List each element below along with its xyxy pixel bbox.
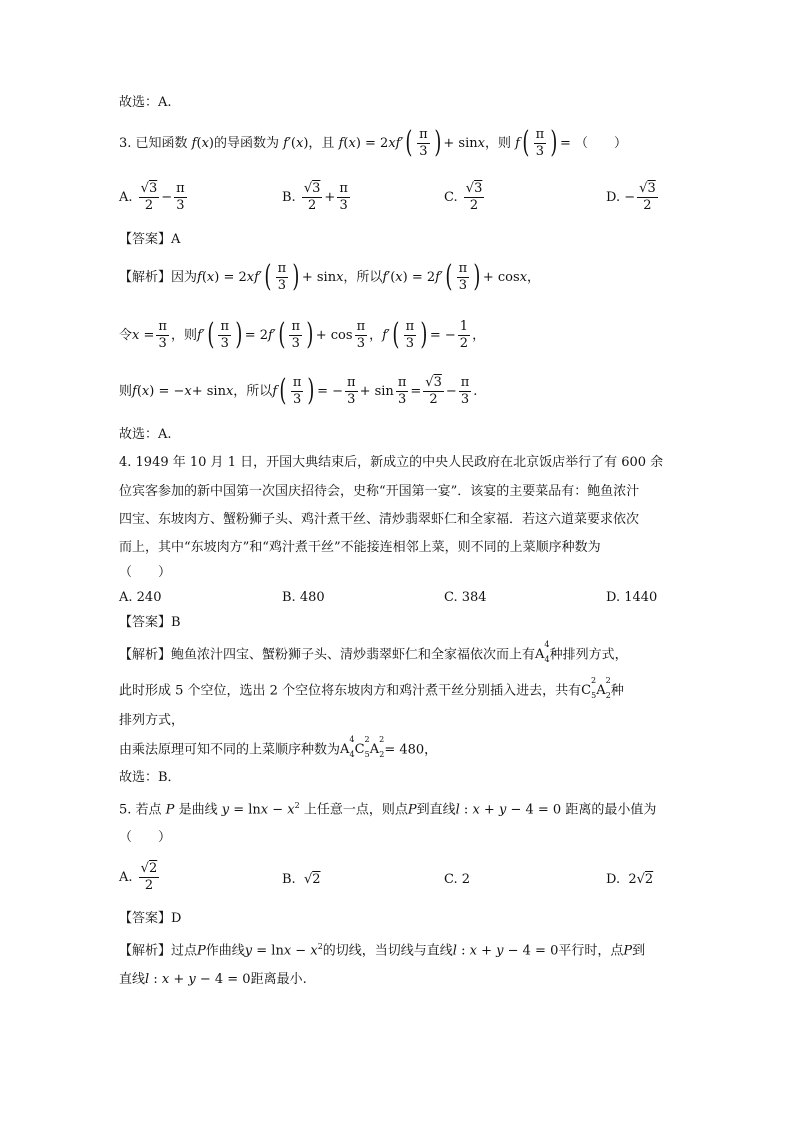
option-label: B. <box>282 872 296 887</box>
explanation-5-line1: 【解析】过点P作曲线$y = \ln x - x^2$的切线，当切线与直线l : x + y − 4 = 0平行时，点P到 <box>119 942 646 959</box>
text: ，则 <box>170 327 197 343</box>
question-5-line1: 5. 若点 P 是曲线 $y = \ln x - x^2$ 上任意一点，则点P到直线l : x + y − 4 = 0 距离的最小值为 <box>119 801 657 818</box>
text: 的导函数为 <box>214 135 280 151</box>
text: 【解析】鲍鱼浓汁四宝、蟹粉狮子头、清炒翡翠虾仁和全家福依次而上有 <box>119 647 536 663</box>
text: 令 <box>119 327 133 343</box>
question-4-line1: 4. 1949 年 10 月 1 日，开国大典结束后，新成立的中央人民政府在北京饭店举行了有 600 余 <box>119 455 664 470</box>
text: ，所以 <box>343 269 383 285</box>
explanation-4-line2: 此时形成 5 个空位，选出 2 个空位将东坡肉方和鸡汁煮干丝分别插入进去，共有$C^2_5A^2_2$种 <box>119 676 624 700</box>
option-label: D. <box>606 872 621 887</box>
option-c: C. 384 <box>444 590 487 605</box>
text: ，则 <box>484 135 511 151</box>
option-a: A. $\frac{√3}{2}$ − $\frac{\pi}{3}$ <box>119 181 185 213</box>
text: 5. 若点 <box>119 802 162 818</box>
explanation-3-line2: 令 x = $\frac{\pi}{3}$ ，则 f′ ( $\frac{\pi}{3}$ ) = 2 f′ ( $\frac{\pi}{3}$ ) + cos $\frac{\pi}{3}$ ， f′ ( $\frac{\pi}{3}$ ) = − $\frac{1}{2}$ ， <box>119 317 486 353</box>
explanation-3-line3: 则 f ( x ) = − x + sin x ，所以 f ( $\frac{\pi}{3}$ ) = − $\frac{\pi}{3}$ + sin $\frac{\pi}{3}$ = $\frac{√3}{2}$ − $\frac{\pi}{3}$ . <box>119 373 478 409</box>
text: 种排列方式， <box>549 647 628 663</box>
text-line: 故选：A. <box>119 427 172 442</box>
answer-4: 【答案】B <box>119 615 181 630</box>
question-4-line3: 四宝、东坡肉方、蟹粉狮子头、鸡汁煮干丝、清炒翡翠虾仁和全家福．若这六道菜要求依次 <box>119 512 640 527</box>
text: ， <box>472 327 486 343</box>
question-5-line2: （ ） <box>119 830 172 845</box>
option-d: D. 1440 <box>606 590 658 605</box>
text: 距离的最小值为 <box>565 802 657 818</box>
text: 平行时，点 <box>558 943 624 959</box>
text: ， <box>527 269 541 285</box>
option-b: B. √2 <box>282 872 321 887</box>
text: 则 <box>119 383 133 399</box>
explanation-4-line4: 由乘法原理可知不同的上菜顺序种数为$A^4_4C^2_5A^2_2= 480$， <box>119 735 438 759</box>
question-4-line4: 而上，其中“东坡肉方”和“鸡汁煮干丝”不能接连相邻上菜，则不同的上菜顺序种数为 <box>119 540 601 555</box>
explanation-3-line1: 【解析】因为 f ( x ) = 2 xf′ ( $\frac{\pi}{3}$ ) + sin x ，所以 f′ ( x ) = 2 f′ ( $\frac{\pi}{3}$ ) + cos x ， <box>119 259 541 295</box>
text: 直线 <box>119 972 146 987</box>
question-3: 3. 已知函数 f ( x ) 的导函数为 f′ ( x ) ，且 f ( x ) = 2 xf′ ( $\frac{\pi}{3}$ ) + sin x ，则 f ( $\frac{\pi}{3}$ ) = （ ） <box>119 125 627 161</box>
text: 的切线，当切线与直线 <box>322 943 453 959</box>
text: 3. 已知函数 <box>119 135 188 151</box>
text-line: 故选：A. <box>119 95 172 110</box>
text: 作曲线 <box>205 943 245 959</box>
text: = （ ） <box>559 135 627 151</box>
option-c: C. 2 <box>444 872 471 887</box>
option-label: B. <box>282 189 296 205</box>
text: ，所以 <box>233 383 273 399</box>
text: = 480， <box>384 742 438 758</box>
text: 由乘法原理可知不同的上菜顺序种数为 <box>119 742 341 758</box>
option-b: B. 480 <box>282 590 325 605</box>
option-d: D. 2√2 <box>606 872 654 887</box>
option-label: A. <box>119 189 133 205</box>
option-d: D. − $\frac{√3}{2}$ <box>606 181 656 213</box>
text: 【解析】过点 <box>119 943 198 959</box>
explanation-4-line3: 排列方式， <box>119 713 185 728</box>
answer-3: 【答案】A <box>119 232 181 247</box>
text: 此时形成 5 个空位，选出 2 个空位将东坡肉方和鸡汁煮干丝分别插入进去，共有 <box>119 683 582 699</box>
text-line: 故选：B． <box>119 770 181 785</box>
option-b: B. $\frac{√3}{2}$ + $\frac{\pi}{3}$ <box>282 181 348 213</box>
option-c: C. $\frac{√3}{2}$ <box>444 181 483 213</box>
text: 种 <box>610 683 624 699</box>
explanation-5-line2: 直线l : x + y − 4 = 0距离最小. <box>119 972 307 987</box>
text: 上任意一点，则点 <box>303 802 408 818</box>
answer-5: 【答案】D <box>119 911 182 926</box>
question-4-line2: 位宾客参加的新中国第一次国庆招待会，史称“开国第一宴”．该宴的主要菜品有：鲍鱼浓汁 <box>119 484 640 499</box>
text: 是曲线 <box>178 802 218 818</box>
text: ，且 <box>308 135 335 151</box>
text: 距离最小. <box>250 972 307 987</box>
text: 到 <box>632 943 646 959</box>
question-4-line5: （ ） <box>119 565 172 580</box>
option-label: A. <box>119 869 133 885</box>
text: 【解析】因为 <box>119 269 198 285</box>
option-label: C. <box>444 189 458 205</box>
explanation-4-line1: 【解析】鲍鱼浓汁四宝、蟹粉狮子头、清炒翡翠虾仁和全家福依次而上有$A^4_4$种排列方式， <box>119 640 628 664</box>
text: 到直线 <box>416 802 456 818</box>
option-a: A. 240 <box>119 590 162 605</box>
option-label: D. <box>606 189 621 205</box>
option-a: A. $\frac{√2}{2}$ <box>119 861 158 893</box>
